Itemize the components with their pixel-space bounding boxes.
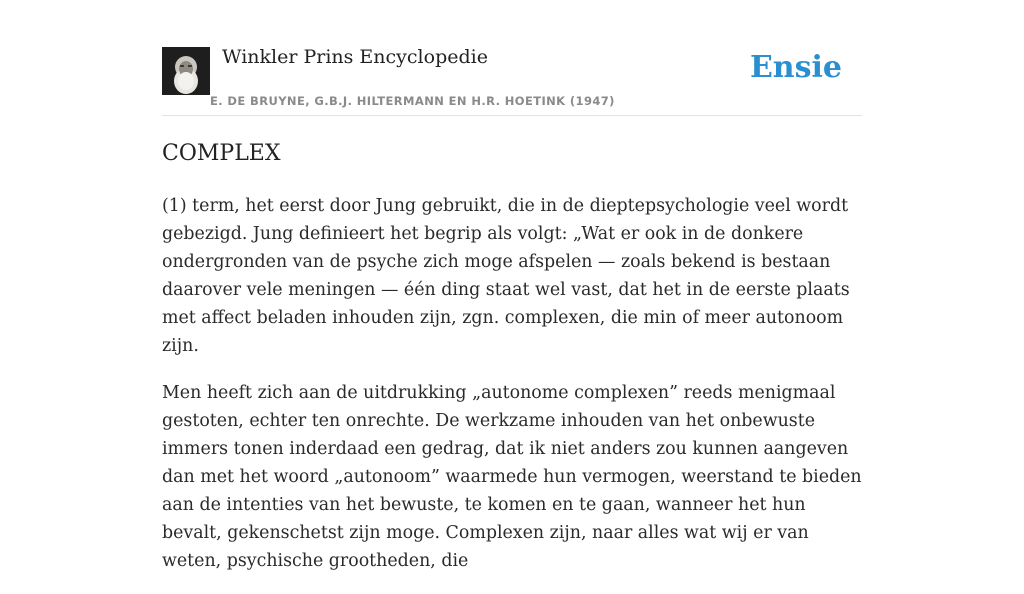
paragraph: Men heeft zich aan de uitdrukking „autonome complexen” reeds menigmaal gestoten, echter ten onrechte. De werkzame inhouden van het onbewuste immers tonen inderdaad een gedrag, dat ik niet anders zou kunnen aangeven dan met het woord „autonoom” waarmede hun vermogen, weerstand te bieden aan de intenties van het bewuste, te komen en te gaan, wanneer het hun bevalt, gekenschetst zijn moge. Complexen zijn, naar alles wat wij er van weten, psychische grootheden, die	[162, 383, 862, 571]
content-container	[162, 0, 862, 571]
paragraph: (1) term, het eerst door Jung gebruikt, die in de dieptepsychologie veel wordt gebezigd. Jung definieert het begrip als volgt: „Wat er ook in de donkere ondergronden van de psyche zich moge afspelen — zoals bekend is bestaan daarover vele meningen — één ding staat wel vast, dat het in de eerste plaats met affect beladen inhouden zijn, zgn. complexen, die min of meer autonoom zijn.	[162, 196, 850, 356]
author-portrait-icon	[162, 47, 210, 95]
entry-title: COMPLEX	[162, 141, 281, 166]
avatar	[162, 47, 210, 95]
source-header	[162, 0, 862, 116]
source-title[interactable]: Winkler Prins Encyclopedie	[222, 46, 488, 68]
source-authors: E. DE BRUYNE, G.B.J. HILTERMANN EN H.R. HOETINK (1947)	[210, 94, 615, 108]
article-body	[162, 192, 864, 594]
brand-logo[interactable]: Ensie	[749, 50, 842, 85]
